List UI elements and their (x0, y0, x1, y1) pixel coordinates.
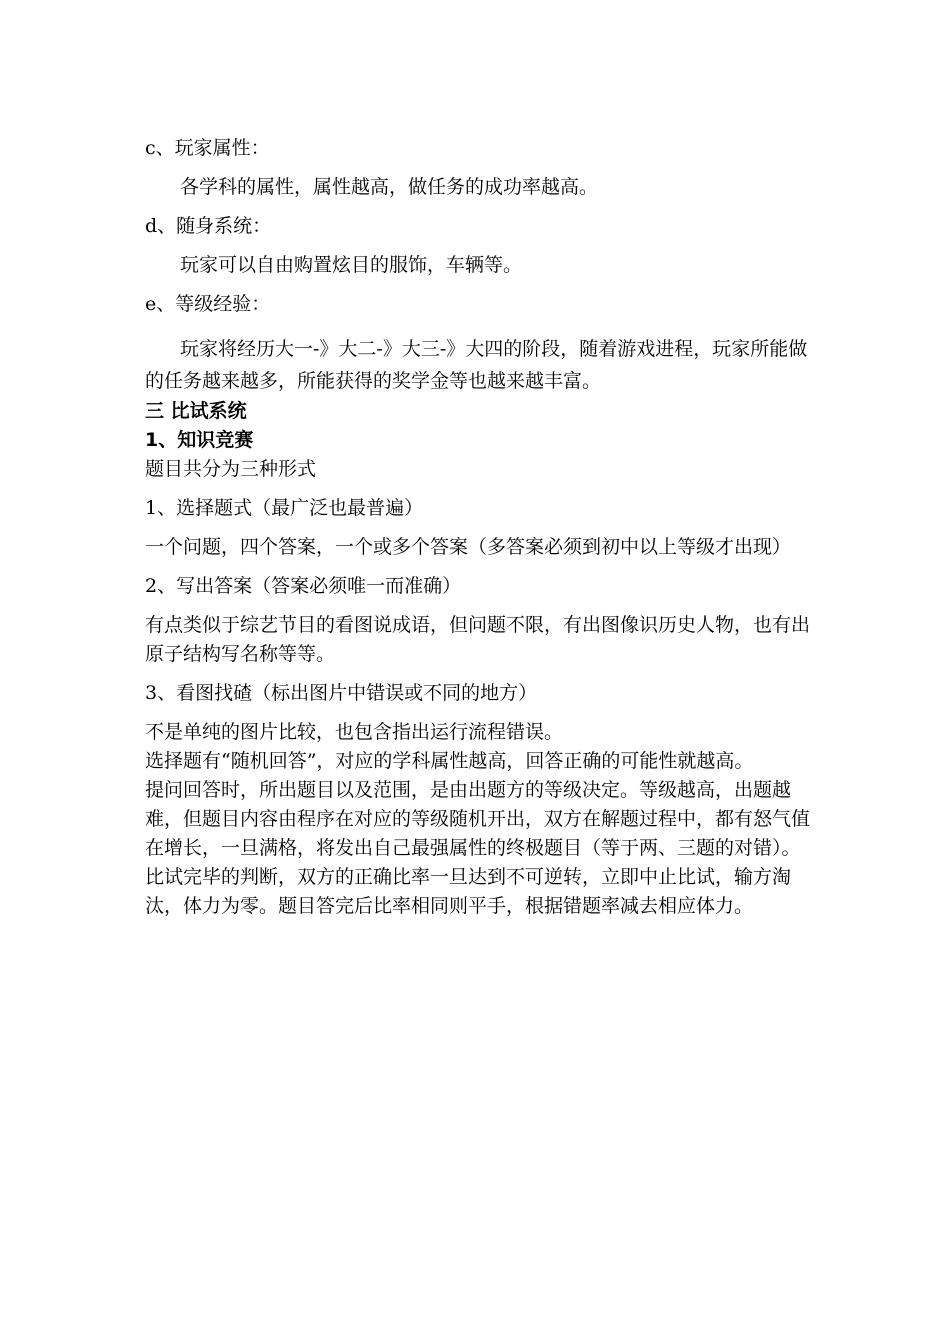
body-paragraph: 提问回答时，所出题目以及范围，是由出题方的等级决定。等级越高，出题越难，但题目内容由程序在对应的等级随机开出，双方在解题过程中，都有怒气值在增长，一旦满格，将发出自己最强属性的终极题目（等于两、三题的对错）。 (145, 779, 811, 859)
document-page (145, 134, 810, 921)
carry-system-label: d、随身系统： (145, 215, 272, 237)
type-desc: 一个问题，四个答案，一个或多个答案（多答案必须到初中以上等级才出现） (145, 536, 792, 558)
attribute-text: 各学科的属性，属性越高，做任务的成功率越高。 (180, 176, 599, 198)
attribute-label: c、玩家属性： (145, 137, 270, 159)
level-exp-text: 玩家将经历大一-》大二-》大三-》大四的阶段，随着游戏进程，玩家所能做的任务越来越多，所能获得的奖学金等也越来越丰富。 (145, 338, 808, 392)
body-paragraph: 比试完毕的判断，双方的正确比率一旦达到不可逆转，立即中止比试，输方淘汰，体力为零。题目答完后比率相同则平手，根据错题率减去相应体力。 (145, 866, 792, 917)
type-title: 1、选择题式（最广泛也最普遍） (145, 497, 424, 519)
body-paragraph: 选择题有“随机回答”，对应的学科属性越高，回答正确的可能性就越高。 (145, 750, 754, 772)
carry-system-text: 玩家可以自由购置炫目的服饰，车辆等。 (180, 254, 523, 276)
subsection-heading: 1、知识竞赛 (145, 429, 254, 451)
type-desc: 不是单纯的图片比较，也包含指出运行流程错误。 (145, 721, 564, 743)
section-heading: 三 比试系统 (145, 400, 247, 422)
type-title: 3、看图找碴（标出图片中错误或不同的地方） (145, 682, 538, 704)
intro-text: 题目共分为三种形式 (145, 458, 317, 480)
type-title: 2、写出答案（答案必须唯一而准确） (145, 575, 462, 597)
level-exp-label: e、等级经验： (145, 293, 271, 315)
type-desc: 有点类似于综艺节目的看图说成语，但问题不限，有出图像识历史人物，也有出原子结构写名称等等。 (145, 614, 811, 665)
